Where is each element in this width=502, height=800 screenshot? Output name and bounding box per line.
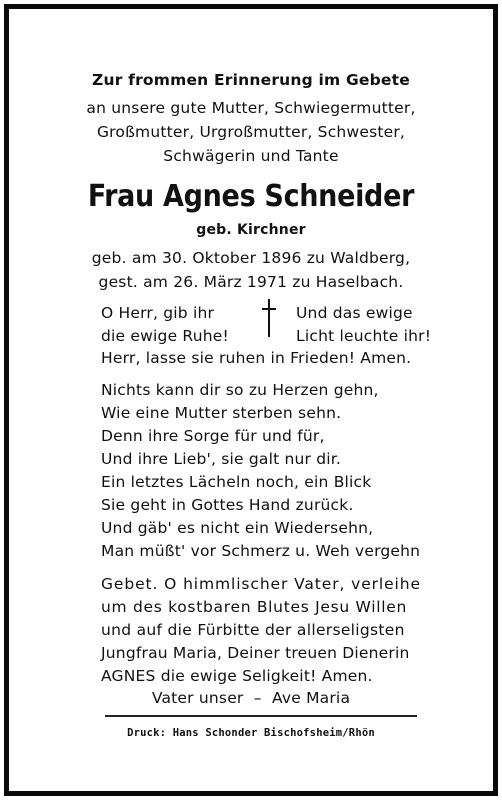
maiden-name: geb. Kirchner [196, 222, 306, 238]
cross-icon [261, 299, 277, 339]
prayer-right-line: Und das ewige [296, 304, 413, 322]
gebet-line: AGNES die ewige Seligkeit! Amen. [101, 667, 373, 685]
printer-imprint: Druck: Hans Schonder Bischofsheim/Rhön [127, 727, 375, 739]
poem-line: Ein letztes Lächeln noch, ein Blick [101, 473, 372, 491]
prayer-right-line: Licht leuchte ihr! [296, 327, 432, 345]
prayer-left-line: die ewige Ruhe! [101, 327, 229, 345]
birth-line: geb. am 30. Oktober 1896 zu Waldberg, [91, 249, 411, 267]
poem-line: Und gäb' es nicht ein Wiedersehn, [101, 519, 374, 537]
poem-line: Und ihre Lieb', sie galt nur dir. [101, 450, 342, 468]
gebet-line: und auf die Fürbitte der allerseligsten [101, 621, 405, 639]
memorial-card [4, 4, 498, 796]
poem-line: Sie geht in Gottes Hand zurück. [101, 496, 354, 514]
death-line: gest. am 26. März 1971 zu Haselbach. [98, 273, 404, 291]
poem-line: Wie eine Mutter sterben sehn. [101, 404, 342, 422]
gebet-line: um des kostbaren Blutes Jesu Willen [101, 598, 408, 616]
prayer-amen-line: Herr, lasse sie ruhen in Frieden! Amen. [101, 349, 412, 367]
dedication-line: Großmutter, Urgroßmutter, Schwester, [96, 123, 406, 141]
closing-prayers: Vater unser – Ave Maria [151, 689, 351, 707]
dedication-line: an unsere gute Mutter, Schwiegermutter, [86, 99, 416, 117]
divider [105, 715, 417, 717]
gebet-line: Jungfrau Maria, Deiner treuen Dienerin [101, 644, 410, 662]
poem-line: Denn ihre Sorge für und für, [101, 427, 325, 445]
deceased-name: Frau Agnes Schneider [87, 179, 415, 214]
poem-line: Man müßt' vor Schmerz u. Weh vergehn [101, 542, 421, 560]
dedication-heading: Zur frommen Erinnerung im Gebete [92, 71, 410, 89]
dedication-line: Schwägerin und Tante [163, 147, 339, 165]
gebet-line: Gebet. O himmlischer Vater, verleihe [101, 575, 421, 593]
poem-line: Nichts kann dir so zu Herzen gehn, [101, 381, 379, 399]
prayer-left-line: O Herr, gib ihr [101, 304, 215, 322]
